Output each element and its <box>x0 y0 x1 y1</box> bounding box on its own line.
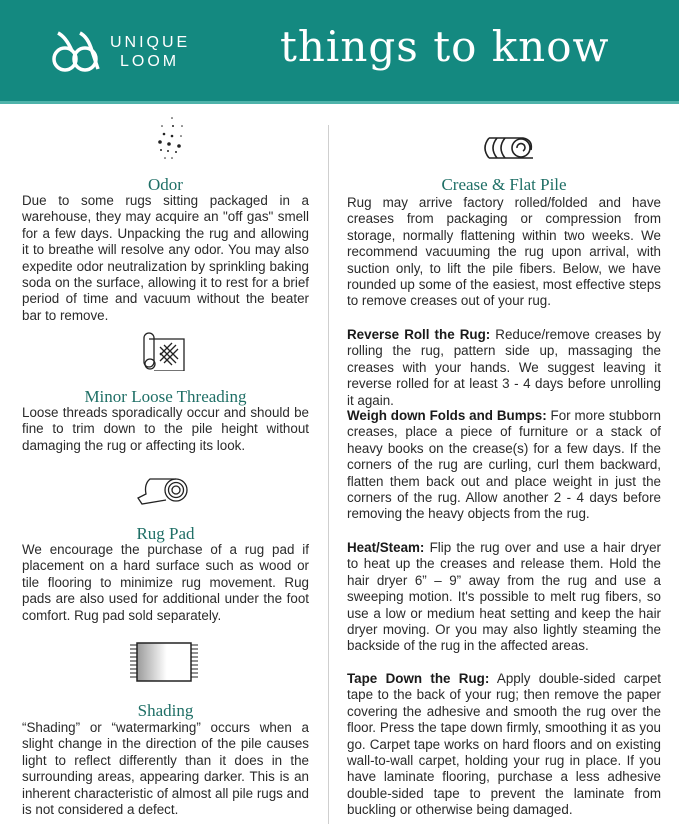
odor-heading: Odor <box>148 175 183 194</box>
threading-text: Loose threads sporadically occur and should be fine to trim down to the pile height without damaging the rug or affecting its look. <box>22 405 309 453</box>
brand-line-1: UNIQUE <box>110 34 191 51</box>
brand-name <box>110 33 190 71</box>
rolled-rug-icon <box>479 136 535 160</box>
threading-heading: Minor Loose Threading <box>84 387 247 406</box>
odor-text: Due to some rugs sitting packaged in a warehouse, they may acquire an "off gas" smell for a few days. Unpacking the rug and allowing it to breathe will resolve any odor. You may also expedite odor neutralization by sprinkling baking soda on the surface, allowing it to rest for a brief period of time and vacuum without the beater bar to remove. <box>22 193 309 323</box>
tip-reverse-roll <box>347 327 661 409</box>
header-banner <box>0 0 679 104</box>
unique-loom-logo-icon <box>52 29 104 75</box>
column-divider <box>328 125 329 824</box>
tip-tape-down <box>347 671 661 819</box>
tip-text: For more stubborn creases, place a piece of furniture or a stack of heavy books on the crease(s) for a few days. If the corners of the rug are curling, curl them backward, flatten them back out and place weight in just the corners of the rug. Allow another 2 - 4 days before removing the heavy objects from the rug. <box>347 408 661 522</box>
tip-text: Flip the rug over and use a hair dryer to heat up the creases and release them. Hold the hair dryer 6” – 9” away from the rug and use a sweeping motion. It's possible to melt rug fibers, so use a low or medium heat setting and keep the hair dryer moving. Or you may also lightly steaming the backside of the rug in the affected areas. <box>347 540 661 654</box>
brand-line-2: LOOM <box>120 53 180 70</box>
tip-weigh-down <box>347 408 661 523</box>
rug-pad-heading: Rug Pad <box>136 524 195 543</box>
dots-icon <box>155 116 191 162</box>
shaded-rug-icon <box>129 641 199 683</box>
crease-heading: Crease & Flat Pile <box>441 175 567 194</box>
shading-text: “Shading” or “watermarking” occurs when a slight change in the direction of the pile causes light to reflect differently than it does in the surrounding areas, appearing darker. This is an inherent characteristic of almost all pile rugs and is not considered a defect. <box>22 720 309 818</box>
tip-label: Weigh down Folds and Bumps: <box>347 408 547 423</box>
tip-label: Tape Down the Rug: <box>347 671 490 686</box>
tip-text: Apply double-sided carpet tape to the back of your rug; then remove the paper covering the adhesive and smooth the rug over the floor. Press the tape down firmly, smoothing it as you go. Carpet tape works on hard floors and on existing wall-to-wall carpet, holding your rug in place. If you have laminate flooring, purchase a less adhesive double-sided tape to prevent the laminate from buckling or otherwise being damaged. <box>347 671 661 818</box>
tip-text: Reduce/remove creases by rolling the rug, pattern side up, massaging the creases with your hands. We suggest leaving it reverse rolled for at least 3 - 4 days before unrolling it again. <box>347 327 661 408</box>
rug-pad-text: We encourage the purchase of a rug pad if placement on a hard surface such as wood or tile flooring to minimize rug movement. Rug pads are also used for additional under the foot comfort. Rug pad sold separately. <box>22 542 309 623</box>
tip-heat-steam <box>347 540 661 655</box>
tip-label: Heat/Steam: <box>347 540 425 555</box>
tip-label: Reverse Roll the Rug: <box>347 327 491 342</box>
shading-heading: Shading <box>137 701 194 720</box>
page-title: things to know <box>280 22 610 71</box>
rug-pad-roll-icon <box>136 476 190 508</box>
rolled-rug-pattern-icon <box>142 331 186 371</box>
crease-text: Rug may arrive factory rolled/folded and have creases from packaging or compression from storage, normally flattening within two weeks. We recommend vacuuming the rug upon arrival, with suction only, to lift the pile fibers. Below, we have rounded up some of the easiest, most effective steps to remove creases out of your rug. <box>347 195 661 309</box>
